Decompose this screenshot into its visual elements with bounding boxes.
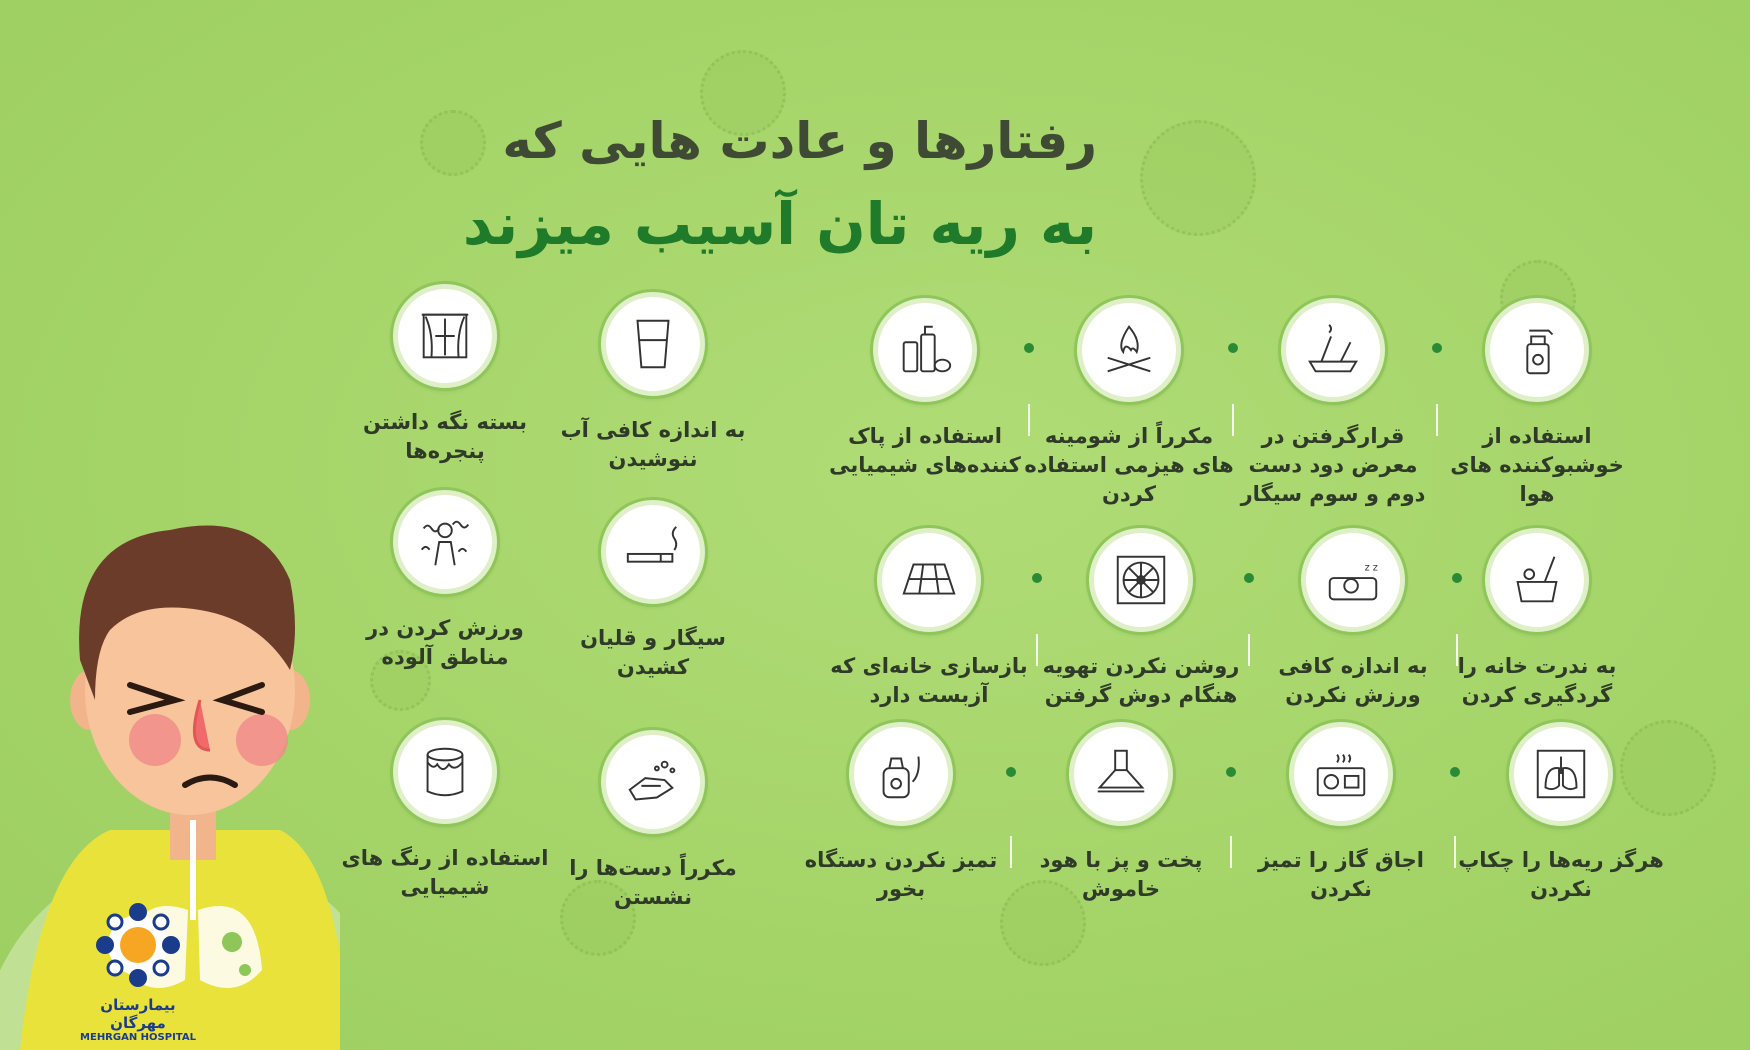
virus-decoration [1140,120,1256,236]
label-separator [1036,634,1038,666]
habit-label: روشن نکردن تهویه هنگام دوش گرفتن [1042,654,1240,707]
habit-item [1036,528,1246,710]
campfire-icon [1077,298,1181,402]
page-title-line-2: به ریه تان آسیب میزند [462,190,1097,258]
habit-item [820,298,1030,480]
habit-item [796,722,1006,904]
divider-dot [1452,573,1462,583]
habit-label: قرارگرفتن در معرض دود دست دوم و سوم سیگار [1240,424,1426,506]
habit-label: بسته نگه داشتن پنجره‌ها [362,410,528,463]
label-separator [1232,404,1234,436]
ashtray-icon [1281,298,1385,402]
sleeping-person-icon [1301,528,1405,632]
hospital-name-fa: بیمارستان مهرگان [100,996,176,1032]
hospital-logo [78,900,198,1043]
habit-item [824,528,1034,710]
divider-dot [1450,767,1460,777]
polluted-air-icon [393,490,497,594]
habit-label: بازسازی خانه‌ای که آزبست دارد [830,654,1028,707]
habit-item [1024,298,1234,509]
kitchen-hood-icon [1069,722,1173,826]
label-separator [1028,404,1030,436]
divider-dot [1226,767,1236,777]
label-separator [1454,836,1456,868]
dust-brush-icon [1485,528,1589,632]
hospital-name-en: MEHRGAN HOSPITAL [80,1032,196,1043]
spray-bottle-icon [1485,298,1589,402]
label-separator [1456,634,1458,666]
cigarette-icon [601,500,705,604]
label-separator [1436,404,1438,436]
page-title-line-1: رفتارها و عادت هایی که [502,112,1097,170]
label-separator [1248,634,1250,666]
svg-text:z z: z z [1364,562,1378,574]
habit-label: استفاده از رنگ های شیمیایی [341,846,549,899]
exhaust-fan-icon [1089,528,1193,632]
habit-item [340,490,550,672]
cleaning-products-icon [873,298,977,402]
gas-stove-icon [1289,722,1393,826]
divider-dot [1006,767,1016,777]
habit-item [1432,528,1642,710]
humidifier-icon [849,722,953,826]
divider-dot [1024,343,1034,353]
habit-label: تمیز نکردن دستگاه بخور [804,848,998,901]
habit-item [548,500,758,682]
habit-item [1248,528,1458,710]
habit-item [340,720,550,902]
label-separator [1230,836,1232,868]
divider-dot [1228,343,1238,353]
habit-item [1016,722,1226,904]
divider-dot [1032,573,1042,583]
habit-label: اجاق گاز را تمیز نکردن [1257,848,1424,901]
habit-item [1456,722,1666,904]
water-glass-icon [601,292,705,396]
habit-label: ورزش کردن در مناطق آلوده [366,616,524,669]
habit-label: به اندازه کافی ورزش نکردن [1278,654,1428,707]
roof-tiles-icon [877,528,981,632]
habit-item [1236,722,1446,904]
habit-label: مکرراً از شومینه های هیزمی استفاده کردن [1024,424,1234,506]
habit-label: استفاده از خوشبوکننده های هوا [1450,424,1624,506]
habit-item [548,292,758,474]
habit-item [1432,298,1642,509]
hospital-logo-emblem-icon [88,900,188,990]
habit-label: استفاده از پاک کننده‌های شیمیایی [829,424,1021,477]
divider-dot [1432,343,1442,353]
divider-dot [1244,573,1254,583]
lungs-xray-icon [1509,722,1613,826]
habit-label: سیگار و قلیان کشیدن [580,626,726,679]
habit-label: مکرراً دست‌ها را نشستن [569,856,737,909]
habit-label: پخت و پز با هود خاموش [1039,848,1203,901]
habit-label: به ندرت خانه را گردگیری کردن [1457,654,1617,707]
paint-can-icon [393,720,497,824]
habit-label: به اندازه کافی آب ننوشیدن [560,418,746,471]
virus-decoration [420,110,486,176]
label-separator [1010,836,1012,868]
habit-item [548,730,758,912]
habit-item [1228,298,1438,509]
habit-item [340,284,550,466]
habit-label: هرگز ریه‌ها را چکاپ نکردن [1458,848,1664,901]
window-curtain-icon [393,284,497,388]
hand-wash-icon [601,730,705,834]
